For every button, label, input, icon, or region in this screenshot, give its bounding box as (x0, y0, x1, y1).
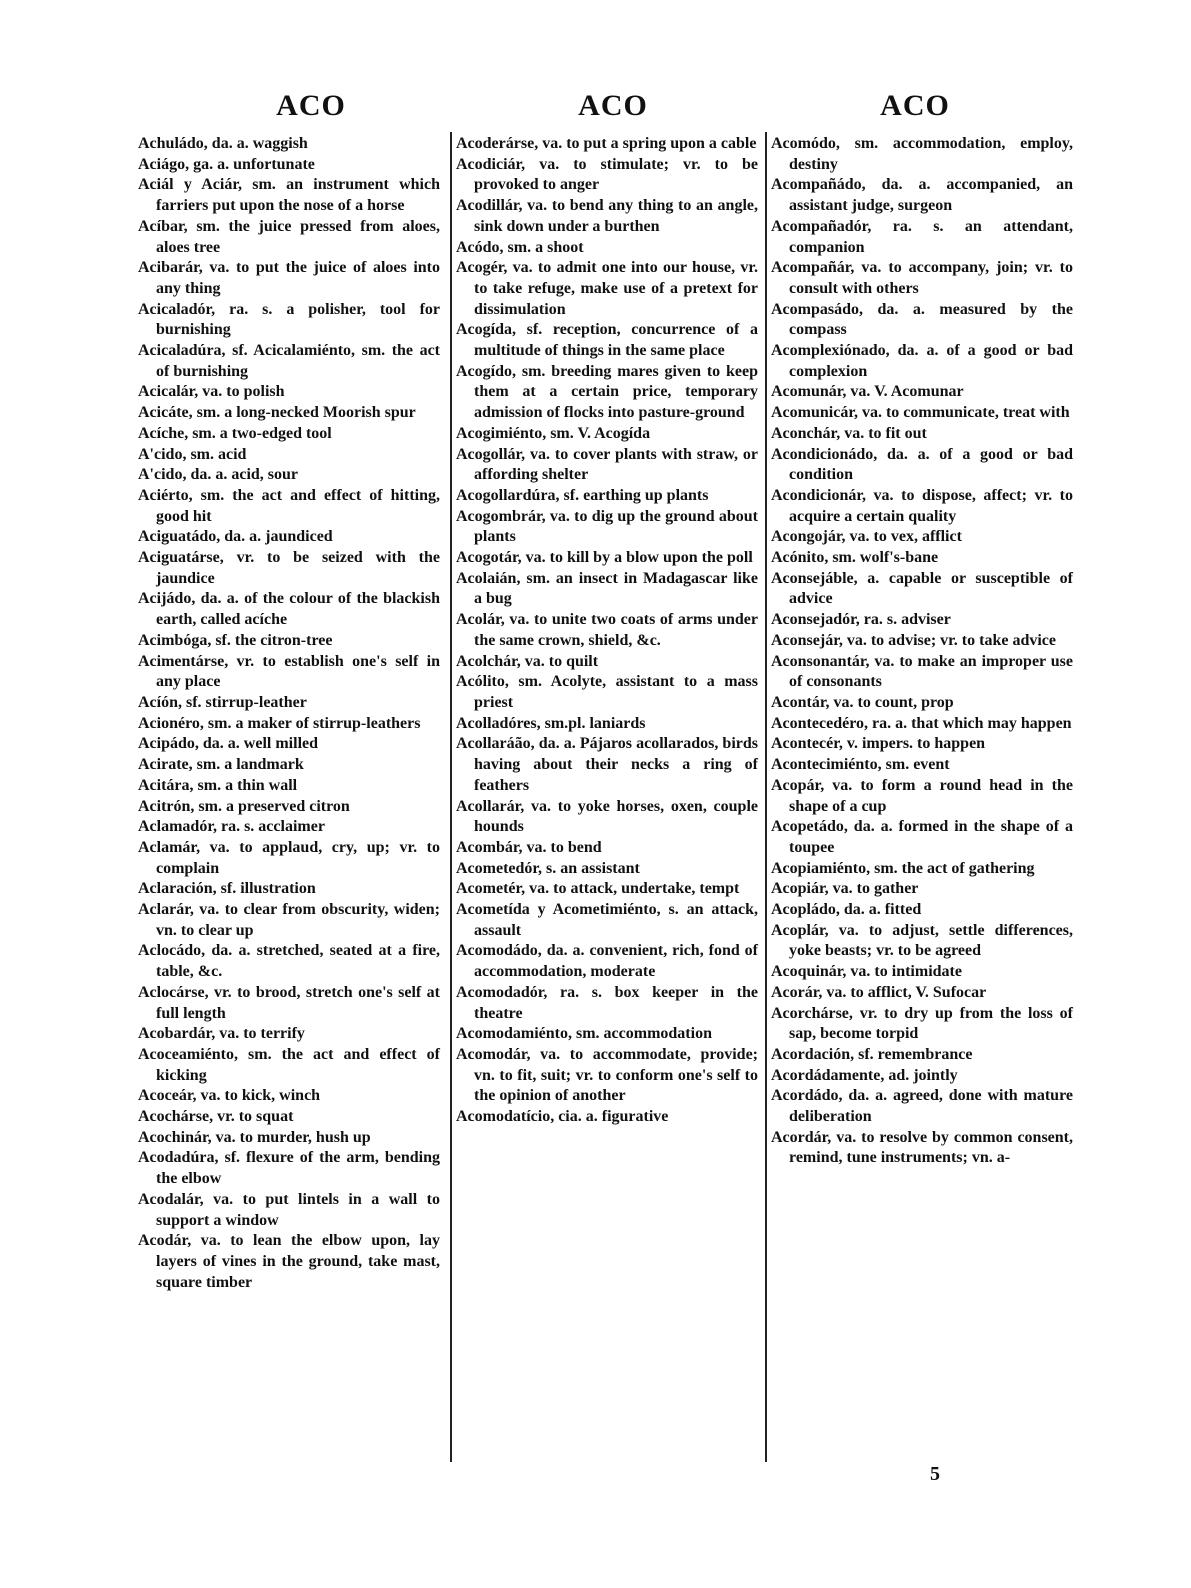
dictionary-entry: Acordación, sf. remembrance (771, 1045, 973, 1063)
dictionary-entry: Aciágo, ga. a. unfortunate (138, 155, 315, 173)
dictionary-entry: Acopiamiénto, sm. the act of gathering (771, 859, 1035, 877)
dictionary-entry: Acionéro, sm. a maker of stirrup-leathers (138, 714, 421, 732)
dictionary-entry: Acontecimiénto, sm. event (771, 756, 950, 774)
dictionary-entry: Acolladóres, sm.pl. laniards (456, 714, 646, 732)
dictionary-entry: Acitára, sm. a thin wall (138, 776, 298, 794)
dictionary-entry: Acodiciár, va. to stimulate; vr. to be provoked to anger (456, 155, 758, 194)
running-headers (0, 84, 1191, 128)
dictionary-entry: Acomunár, va. V. Acomunar (771, 383, 964, 401)
dictionary-entry: Acogída, sf. reception, concurrence of a multitude of things in the same place (456, 321, 758, 360)
dictionary-entry: Acondicionádo, da. a. of a good or bad condition (771, 445, 1073, 484)
dictionary-entry: Aclamadór, ra. s. acclaimer (138, 818, 325, 836)
dictionary-entry: Acodillár, va. to bend any thing to an angle, sink down under a burthen (456, 197, 758, 235)
dictionary-entry: Acomunicár, va. to communicate, treat with (771, 404, 1070, 422)
dictionary-entry: Acodalár, va. to put lintels in a wall to support a window (138, 1190, 440, 1229)
dictionary-entry: Acomódo, sm. accommodation, employ, destiny (771, 135, 1073, 173)
dictionary-entry: Acordár, va. to resolve by common consent, remind, tune instruments; vn. a- (771, 1128, 1073, 1167)
dictionary-entry: Acopiár, va. to gather (771, 880, 919, 898)
dictionary-entry: Acollaráão, da. a. Pájaros acollarados, birds having about their necks a ring of feathers (456, 735, 758, 794)
dictionary-entry: Acompañadór, ra. s. an attendant, companion (771, 217, 1073, 256)
dictionary-entry: Acometída y Acometimiénto, s. an attack, assault (456, 901, 758, 939)
dictionary-entry: Acomodatício, cia. a. figurative (456, 1108, 669, 1126)
dictionary-entry: Acomodadór, ra. s. box keeper in the theatre (456, 983, 758, 1022)
dictionary-entry: Acirate, sm. a landmark (138, 756, 304, 774)
dictionary-entry: Acometedór, s. an assistant (456, 859, 640, 877)
dictionary-entry: Achuládo, da. a. waggish (138, 135, 308, 152)
dictionary-entry: Acopár, va. to form a round head in the shape of a cup (771, 776, 1073, 815)
column-2 (456, 134, 758, 1128)
dictionary-entry: Acomodamiénto, sm. accommodation (456, 1025, 712, 1043)
column-2-header: ACO (578, 89, 648, 122)
dictionary-entry: Acolchár, va. to quilt (456, 652, 599, 670)
dictionary-entry: Acomplexiónado, da. a. of a good or bad complexion (771, 342, 1073, 380)
dictionary-entry: Acompañár, va. to accompany, join; vr. to consult with others (771, 259, 1073, 297)
dictionary-entry: Acónito, sm. wolf's-bane (771, 549, 939, 567)
dictionary-entry: Acodadúra, sf. flexure of the arm, bending the elbow (138, 1149, 440, 1188)
dictionary-entry: Aclaración, sf. illustration (138, 880, 316, 898)
dictionary-entry: Acordádamente, ad. jointly (771, 1066, 958, 1084)
dictionary-entry: Acódo, sm. a shoot (456, 238, 584, 256)
dictionary-entry: Acorchárse, vr. to dry up from the loss of sap, become torpid (771, 1004, 1073, 1043)
dictionary-entry: Acochárse, vr. to squat (138, 1108, 294, 1126)
dictionary-entry: Acólito, sm. Acolyte, assistant to a mass priest (456, 673, 758, 711)
dictionary-entry: Acondicionár, va. to dispose, affect; vr. to acquire a certain quality (771, 486, 1073, 525)
dictionary-entry: Acoderárse, va. to put a spring upon a cable (456, 135, 757, 152)
dictionary-entry: Acogollár, va. to cover plants with straw, or affording shelter (456, 445, 758, 484)
dictionary-entry: Acimentárse, vr. to establish one's self in any place (138, 652, 440, 691)
dictionary-entry: Acogotár, va. to kill by a blow upon the poll (456, 549, 753, 567)
dictionary-entry: Acopládo, da. a. fitted (771, 901, 922, 919)
column-divider-1 (450, 132, 452, 1462)
dictionary-entry: Acobardár, va. to terrify (138, 1025, 305, 1043)
dictionary-entry: Acogído, sm. breeding mares given to keep them at a certain price, temporary admission of flocks into pasture-ground (456, 362, 758, 422)
dictionary-entry: Acoceamiénto, sm. the act and effect of kicking (138, 1045, 440, 1084)
column-3 (771, 134, 1073, 1169)
dictionary-entry: Acíón, sf. stirrup-leather (138, 693, 307, 711)
dictionary-entry: Acolár, va. to unite two coats of arms under the same crown, shield, &c. (456, 611, 758, 649)
dictionary-entry: Acontecedéro, ra. a. that which may happen (771, 714, 1072, 732)
dictionary-entry: Acogér, va. to admit one into our house, vr. to take refuge, make use of a pretext for dissimulation (456, 259, 758, 318)
dictionary-entry: Acitrón, sm. a preserved citron (138, 797, 350, 815)
dictionary-entry: Aclocádo, da. a. stretched, seated at a fire, table, &c. (138, 942, 440, 981)
dictionary-entry: Acijádo, da. a. of the colour of the blackish earth, called acíche (138, 590, 440, 629)
dictionary-entry: Acibarár, va. to put the juice of aloes into any thing (138, 259, 440, 297)
dictionary-entry: Aciguatárse, vr. to be seized with the jaundice (138, 549, 440, 587)
page-number: 5 (930, 1463, 940, 1485)
dictionary-entry: A'cido, da. a. acid, sour (138, 466, 299, 484)
dictionary-entry: Acomodár, va. to accommodate, provide; vn. to fit, suit; vr. to conform one's self to the opinion of another (456, 1045, 758, 1105)
dictionary-entry: Acordádo, da. a. agreed, done with mature deliberation (771, 1087, 1073, 1126)
dictionary-entry: Aconsejár, va. to advise; vr. to take advice (771, 631, 1057, 649)
dictionary-entry: Acorár, va. to afflict, V. Sufocar (771, 983, 987, 1001)
dictionary-entry: Acogimiénto, sm. V. Acogída (456, 424, 651, 442)
dictionary-entry: Acopetádo, da. a. formed in the shape of a toupee (771, 818, 1073, 856)
dictionary-entry: Acicáte, sm. a long-necked Moorish spur (138, 404, 416, 422)
column-1 (138, 134, 440, 1293)
dictionary-entry: Acíche, sm. a two-edged tool (138, 424, 332, 442)
dictionary-entry: Acompasádo, da. a. measured by the compass (771, 300, 1073, 339)
dictionary-entry: Acoquinár, va. to intimidate (771, 963, 962, 981)
dictionary-entry: Acometér, va. to attack, undertake, tempt (456, 880, 740, 898)
column-divider-2 (765, 132, 767, 1462)
dictionary-entry: Acomodádo, da. a. convenient, rich, fond of accommodation, moderate (456, 942, 758, 981)
dictionary-entry: Acontecér, v. impers. to happen (771, 735, 986, 753)
dictionary-entry: Aciguatádo, da. a. jaundiced (138, 528, 333, 546)
dictionary-entry: Acogombrár, va. to dig up the ground about plants (456, 507, 758, 546)
column-1-header: ACO (276, 89, 346, 122)
dictionary-entry: Aciérto, sm. the act and effect of hitting, good hit (138, 486, 440, 525)
dictionary-entry: Acimbóga, sf. the citron-tree (138, 631, 333, 649)
dictionary-entry: Acoplár, va. to adjust, settle differences, yoke beasts; vr. to be agreed (771, 921, 1073, 960)
dictionary-entry: Acogollardúra, sf. earthing up plants (456, 486, 709, 504)
dictionary-entry: Acicalár, va. to polish (138, 383, 285, 401)
dictionary-entry: Acicaladór, ra. s. a polisher, tool for burnishing (138, 300, 440, 339)
dictionary-entry: Acochinár, va. to murder, hush up (138, 1128, 371, 1146)
dictionary-entry: Acontár, va. to count, prop (771, 693, 954, 711)
dictionary-entry: Acongojár, va. to vex, afflict (771, 528, 962, 546)
dictionary-entry: Aconchár, va. to fit out (771, 424, 927, 442)
dictionary-entry: Acíbar, sm. the juice pressed from aloes, aloes tree (138, 217, 440, 256)
dictionary-entry: Aclocárse, vr. to brood, stretch one's self at full length (138, 983, 440, 1022)
dictionary-entry: Aconsonantár, va. to make an improper use of consonants (771, 652, 1073, 691)
dictionary-entry: Acolaián, sm. an insect in Madagascar like a bug (456, 569, 758, 608)
dictionary-entry: Acipádo, da. a. well milled (138, 735, 319, 753)
dictionary-entry: A'cido, sm. acid (138, 445, 247, 463)
dictionary-entry: Acodár, va. to lean the elbow upon, lay layers of vines in the ground, take mast, square timber (138, 1232, 440, 1291)
dictionary-entry: Acicaladúra, sf. Acicalamiénto, sm. the act of burnishing (138, 342, 440, 380)
dictionary-entry: Acollarár, va. to yoke horses, oxen, couple hounds (456, 797, 758, 836)
dictionary-entry: Acompañádo, da. a. accompanied, an assistant judge, surgeon (771, 176, 1073, 215)
dictionary-entry: Aclamár, va. to applaud, cry, up; vr. to complain (138, 838, 440, 877)
dictionary-entry: Aciál y Aciár, sm. an instrument which farriers put upon the nose of a horse (138, 176, 440, 215)
dictionary-entry: Aconsejadór, ra. s. adviser (771, 611, 951, 629)
dictionary-entry: Aconsejáble, a. capable or susceptible of advice (771, 569, 1073, 608)
dictionary-entry: Aclarár, va. to clear from obscurity, widen; vn. to clear up (138, 901, 440, 939)
dictionary-entry: Acombár, va. to bend (456, 838, 602, 856)
dictionary-entry: Acoceár, va. to kick, winch (138, 1087, 321, 1105)
column-3-header: ACO (880, 89, 950, 122)
